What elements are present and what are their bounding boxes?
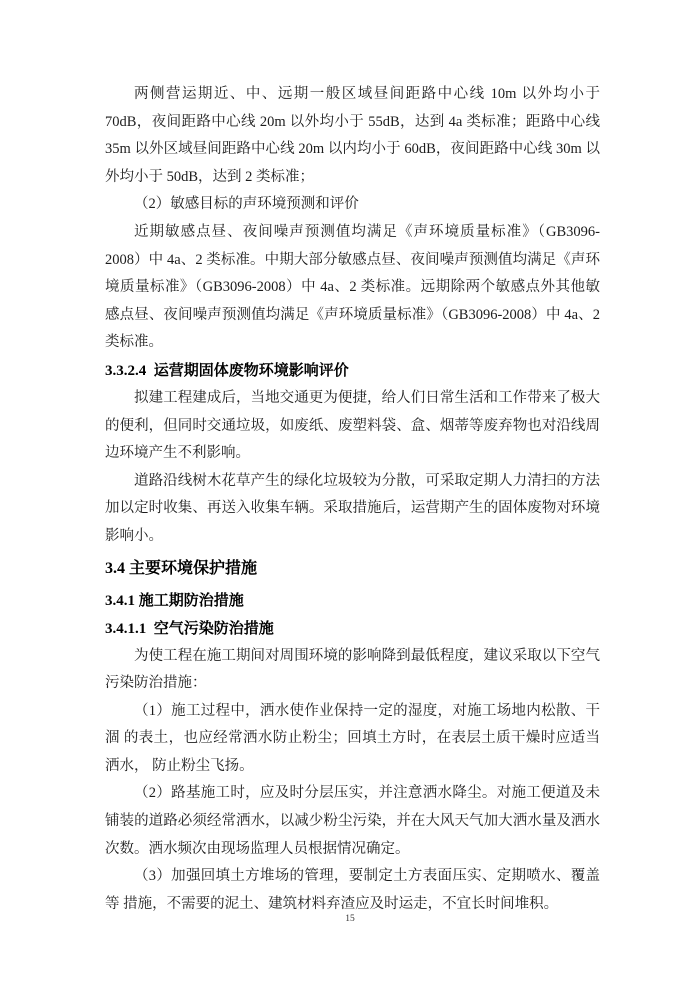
paragraph-air-pollution-intro: 为使工程在施工期间对周围环境的影响降到最低程度，建议采取以下空气污染防治措施： — [105, 647, 600, 692]
paragraph-noise-prediction: 近期敏感点昼、夜间噪声预测值均满足《声环境质量标准》（GB3096-2008）中 4a、2 类标准。中期大部分敏感点昼、夜间噪声预测值均满足《声环境质量标准》（GB3096-2008）中 4a、2 类标准。远期除两个敏感点外其他敏感点昼、夜间噪声预测值均满足《声环境质量标准》（GB3096-2008）中 4a、2 类标准。 — [105, 223, 604, 351]
paragraph-green-waste: 道路沿线树木花草产生的绿化垃圾较为分散，可采取定期人力清扫的方法加以定时收集、再送入收集车辆。采取措施后，运营期产生的固体废物对环境影响小。 — [105, 472, 600, 544]
paragraph-measure-3-stockpile: （3）加强回填土方堆场的管理，要制定土方表面压实、定期喷水、覆盖等 措施，不需要的泥土、建筑材料弃渣应及时运走，不宜长时间堆积。 — [105, 868, 600, 912]
paragraph-traffic-garbage: 拟建工程建成后，当地交通更为便捷，给人们日常生活和工作带来了极大的便利，但同时交通垃圾，如废纸、废塑料袋、盒、烟蒂等废弃物也对沿线周边环境产生不利影响。 — [105, 389, 600, 462]
document-content — [105, 81, 604, 918]
paragraph-sensitive-target-title: （2）敏感目标的声环境预测和评价 — [134, 196, 359, 213]
heading-3-4-1-construction-period: 3.4.1 施工期防治措施 — [105, 592, 244, 609]
page-footer — [0, 908, 700, 926]
heading-3-4-1-1-air-pollution: 3.4.1.1 空气污染防治措施 — [105, 620, 274, 637]
heading-3-4-protection-measures: 3.4 主要环境保护措施 — [105, 559, 258, 577]
paragraph-measure-2-roadbed: （2）路基施工时，应及时分层压实，并注意洒水降尘。对施工便道及未铺装的道路必须经常洒水，以减少粉尘污染，并在大风天气加大洒水量及洒水次数。洒水频次由现场监理人员根据情况确定。 — [105, 785, 600, 857]
page-number: 15 — [345, 914, 355, 924]
paragraph-measure-1-watering: （1）施工过程中，洒水使作业保持一定的湿度，对施工场地内松散、干涸 的表土，也应经常洒水防止粉尘；回填土方时，在表层土质干燥时应适当洒水， 防止粉尘飞扬。 — [105, 702, 600, 774]
paragraph-noise-general-area: 两侧营运期近、中、远期一般区域昼间距路中心线 10m 以外均小于 70dB，夜间距路中心线 20m 以外均小于 55dB，达到 4a 类标准；距路中心线 35m 以外区域昼间距路中心线 20m 以内均小于 60dB，夜间距路中心线 30m 以外均小于 50dB，达到 2 类标准； — [105, 86, 604, 185]
heading-3-3-2-4-solid-waste: 3.3.2.4 运营期固体废物环境影响评价 — [105, 362, 349, 379]
